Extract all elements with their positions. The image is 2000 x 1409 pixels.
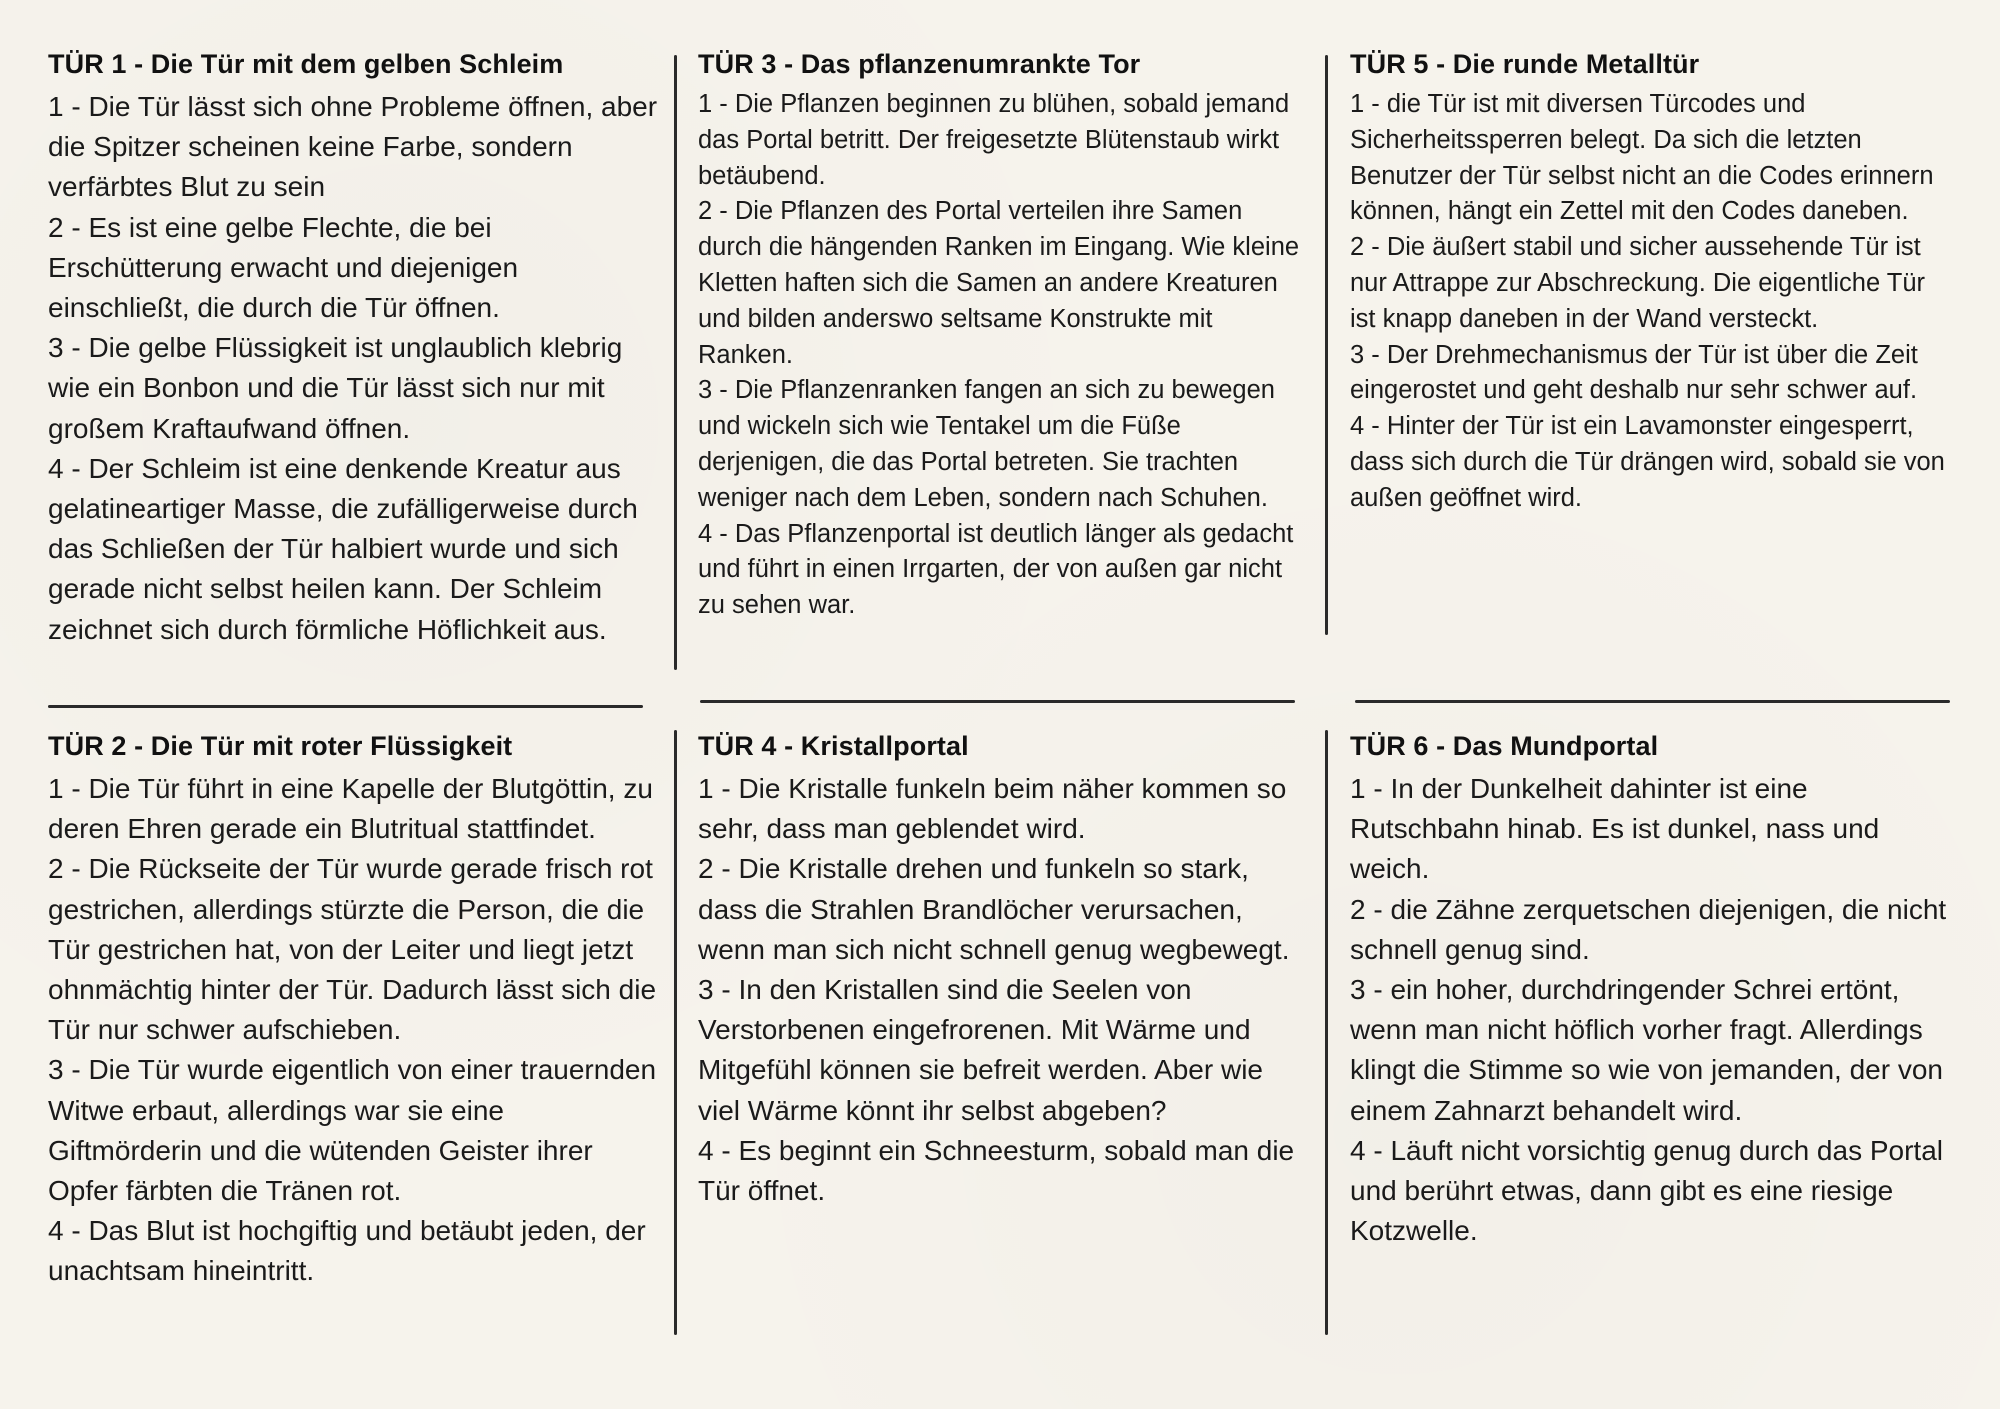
door-2-entry-4: 4 - Das Blut ist hochgiftig und betäubt jeden, der unachtsam hineintritt. — [48, 1215, 646, 1287]
door-2-entry-3: 3 - Die Tür wurde eigentlich von einer trauernden Witwe erbaut, allerdings war sie eine Giftmörderin und die wütenden Geister ihrer Opfer färbten die Tränen rot. — [48, 1054, 657, 1207]
door-1-title: TÜR 1 - Die Tür mit dem gelben Schleim — [48, 49, 564, 79]
door-4-entry-3: 3 - In den Kristallen sind die Seelen von Verstorbenen eingefrorenen. Mit Wärme und Mitgefühl können sie befreit werden. Aber wie viel Wärme könnt ihr selbst abgeben? — [698, 974, 1263, 1126]
row-divider-col3 — [1355, 700, 1950, 703]
door-2-title: TÜR 2 - Die Tür mit roter Flüssigkeit — [48, 731, 513, 761]
door-2-card — [48, 727, 658, 1292]
column-divider-right-lower — [1325, 730, 1328, 1335]
door-3-title: TÜR 3 - Das pflanzenumrankte Tor — [698, 49, 1141, 79]
door-6-entry-4: 4 - Läuft nicht vorsichtig genug durch das Portal und berührt etwas, dann gibt es eine riesige Kotzwelle. — [1350, 1134, 1944, 1247]
door-4-entry-2: 2 - Die Kristalle drehen und funkeln so stark, dass die Strahlen Brandlöcher verursachen, wenn man sich nicht schnell genug wegbewegt. — [698, 853, 1290, 965]
door-1-entry-2: 2 - Es ist eine gelbe Flechte, die bei Erschütterung erwacht und diejenigen einschließt, die durch die Tür öffnen. — [48, 211, 519, 324]
row-divider-col1 — [48, 705, 643, 708]
door-6-entry-1: 1 - In der Dunkelheit dahinter ist eine Rutschbahn hinab. Es ist dunkel, nass und weich. — [1350, 773, 1880, 885]
door-3-entry-4: 4 - Das Pflanzenportal ist deutlich länger als gedacht und führt in einen Irrgarten, der von außen gar nicht zu sehen war. — [698, 519, 1294, 620]
door-5-entry-1: 1 - die Tür ist mit diversen Türcodes und Sicherheitssperren belegt. Da sich die letzten Benutzer der Tür selbst nicht an die Codes erinnern können, hängt ein Zettel mit den Codes daneben. — [1350, 90, 1934, 226]
door-5-entry-2: 2 - Die äußert stabil und sicher aussehende Tür ist nur Attrappe zur Abschreckung. Die eigentliche Tür ist knapp daneben in der Wand versteckt. — [1350, 233, 1926, 333]
door-4-card — [698, 727, 1303, 1211]
door-5-entry-3: 3 - Der Drehmechanismus der Tür ist über die Zeit eingerostet und geht deshalb nur sehr schwer auf. — [1350, 340, 1918, 405]
door-2-entry-2: 2 - Die Rückseite der Tür wurde gerade frisch rot gestrichen, allerdings stürzte die Person, die die Tür gestrichen hat, von der Leiter und liegt jetzt ohnmächtig hinter der Tür. Dadurch lässt sich die Tür nur schwer aufschieben. — [48, 853, 657, 1046]
door-3-entry-3: 3 - Die Pflanzenranken fangen an sich zu bewegen und wickeln sich wie Tentakel um die Füße derjenigen, die das Portal betreten. Sie trachten weniger nach dem Leben, sondern nach Schuhen. — [698, 376, 1275, 512]
door-1-entry-4: 4 - Der Schleim ist eine denkende Kreatur aus gelatineartiger Masse, die zufälligerweise durch das Schließen der Tür halbiert wurde und sich gerade nicht selbst heilen kann. Der Schleim zeichnet sich durch förmliche Höflichkeit aus. — [48, 452, 638, 645]
door-6-entry-2: 2 - die Zähne zerquetschen diejenigen, die nicht schnell genug sind. — [1350, 893, 1947, 965]
door-3-entry-2: 2 - Die Pflanzen des Portal verteilen ihre Samen durch die hängenden Ranken im Eingang. Wie kleine Kletten haften sich die Samen an andere Kreaturen und bilden anderswo seltsame Konstrukte mit Ranken. — [698, 197, 1300, 369]
door-1-entry-1: 1 - Die Tür lässt sich ohne Probleme öffnen, aber die Spitzer scheinen keine Farbe, sondern verfärbtes Blut zu sein — [48, 91, 658, 203]
door-2-entry-1: 1 - Die Tür führt in eine Kapelle der Blutgöttin, zu deren Ehren gerade ein Blutritual stattfindet. — [48, 773, 653, 845]
door-1-card — [48, 45, 658, 650]
door-6-card — [1350, 727, 1960, 1251]
door-3-card — [698, 45, 1303, 624]
door-4-entry-4: 4 - Es beginnt ein Schneesturm, sobald man die Tür öffnet. — [698, 1134, 1295, 1207]
door-3-entry-1: 1 - Die Pflanzen beginnen zu blühen, sobald jemand das Portal betritt. Der freigesetzte Blütenstaub wirkt betäubend. — [698, 90, 1290, 190]
door-4-title: TÜR 4 - Kristallportal — [698, 731, 969, 761]
door-4-entry-1: 1 - Die Kristalle funkeln beim näher kommen so sehr, dass man geblendet wird. — [698, 773, 1287, 845]
door-6-entry-3: 3 - ein hoher, durchdringender Schrei ertönt, wenn man nicht höflich vorher fragt. Allerdings klingt die Stimme so wie von jemanden, der von einem Zahnarzt behandelt wird. — [1350, 974, 1943, 1126]
row-divider-col2 — [700, 700, 1295, 703]
column-divider-right — [1325, 55, 1328, 635]
column-divider-left — [674, 55, 677, 670]
door-5-title: TÜR 5 - Die runde Metalltür — [1350, 49, 1700, 79]
door-1-entry-3: 3 - Die gelbe Flüssigkeit ist unglaublich klebrig wie ein Bonbon und die Tür lässt sich nur mit großem Kraftaufwand öffnen. — [48, 332, 623, 444]
door-6-title: TÜR 6 - Das Mundportal — [1350, 731, 1659, 761]
door-5-card — [1350, 45, 1955, 517]
column-divider-left-lower — [674, 730, 677, 1335]
door-5-entry-4: 4 - Hinter der Tür ist ein Lavamonster eingesperrt, dass sich durch die Tür drängen wird, sobald sie von außen geöffnet wird. — [1350, 412, 1945, 512]
